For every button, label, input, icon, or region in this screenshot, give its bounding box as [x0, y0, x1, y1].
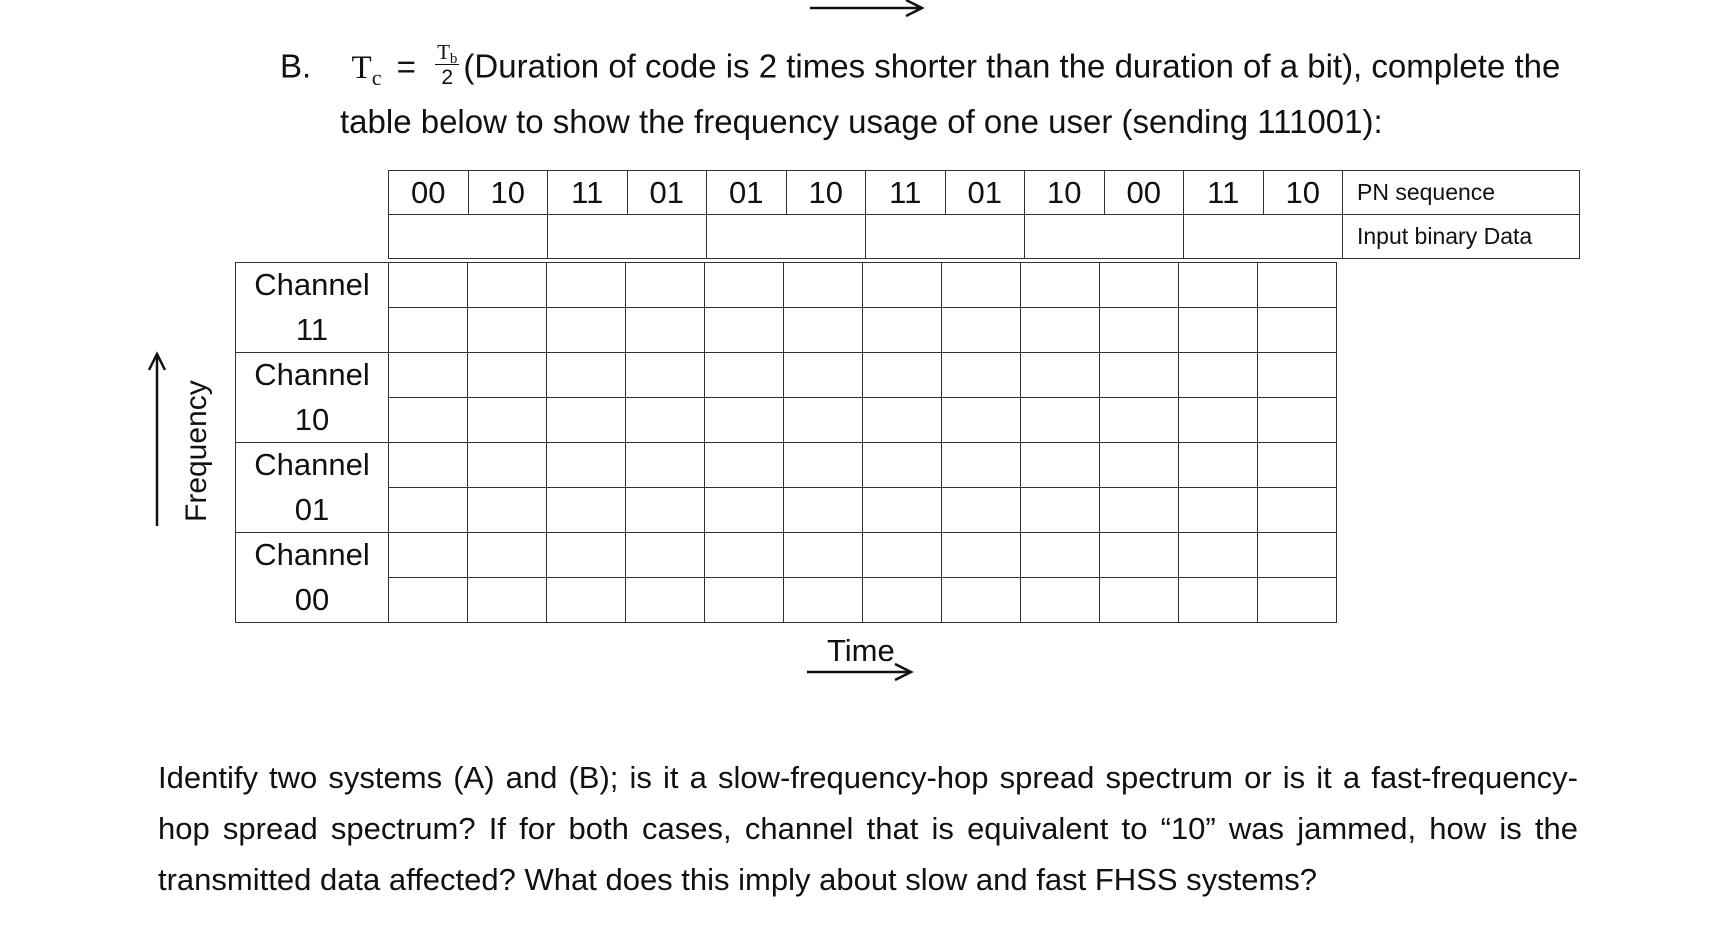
- pn-cell: 10: [1263, 171, 1343, 215]
- grid-cell[interactable]: [1100, 353, 1179, 398]
- grid-cell[interactable]: [784, 443, 863, 488]
- grid-cell[interactable]: [1100, 488, 1179, 533]
- channel-label: Channel: [236, 263, 389, 308]
- time-arrow-icon: [805, 662, 917, 682]
- grid-cell[interactable]: [468, 443, 547, 488]
- grid-cell[interactable]: [626, 443, 705, 488]
- grid-cell[interactable]: [626, 398, 705, 443]
- grid-cell[interactable]: [1258, 308, 1337, 353]
- grid-cell[interactable]: [547, 308, 626, 353]
- grid-cell[interactable]: [705, 578, 784, 623]
- equals-sign: =: [396, 47, 416, 85]
- grid-cell[interactable]: [784, 578, 863, 623]
- grid-cell[interactable]: [1021, 263, 1100, 308]
- grid-cell[interactable]: [784, 398, 863, 443]
- channel-row: [236, 488, 1337, 533]
- fraction-tb-over-2: $\frac{Tb}{2}$: [437, 40, 458, 89]
- pn-cell: 00: [389, 171, 469, 215]
- grid-cell[interactable]: [942, 398, 1021, 443]
- pn-cell: 11: [866, 171, 946, 215]
- grid-cell[interactable]: [705, 263, 784, 308]
- input-data-row: [389, 215, 1580, 259]
- channel-row: [236, 353, 1337, 398]
- grid-cell[interactable]: [468, 488, 547, 533]
- discussion-question: Identify two systems (A) and (B); is it a slow-frequency-hop spread spectrum or is it a fast-frequency-hop spread spectrum? If for both cases, channel that is equivalent to “10” was jammed, how is the transmitted data affected? What does this imply about slow and fast FHSS systems?: [158, 760, 1578, 897]
- grid-cell[interactable]: [1021, 533, 1100, 578]
- channel-grid: [235, 262, 1337, 623]
- grid-cell[interactable]: [389, 398, 468, 443]
- channel-row: [236, 398, 1337, 443]
- pn-cell: 01: [627, 171, 707, 215]
- grid-cell[interactable]: [1258, 578, 1337, 623]
- grid-cell[interactable]: [942, 308, 1021, 353]
- input-data-label: Input binary Data: [1343, 215, 1580, 259]
- grid-cell[interactable]: [1258, 398, 1337, 443]
- grid-cell[interactable]: [942, 488, 1021, 533]
- grid-cell[interactable]: [1021, 308, 1100, 353]
- grid-cell[interactable]: [547, 533, 626, 578]
- grid-cell[interactable]: [547, 263, 626, 308]
- grid-cell[interactable]: [863, 533, 942, 578]
- tc-symbol: $T_c$: [351, 49, 382, 90]
- grid-cell[interactable]: [1021, 398, 1100, 443]
- grid-cell[interactable]: [784, 488, 863, 533]
- input-data-cell[interactable]: [866, 215, 1025, 259]
- frequency-arrow-icon: [146, 350, 168, 530]
- input-data-cell[interactable]: [1184, 215, 1343, 259]
- channel-row: [236, 263, 1337, 308]
- grid-cell[interactable]: [468, 308, 547, 353]
- grid-cell[interactable]: [626, 578, 705, 623]
- grid-cell[interactable]: [863, 443, 942, 488]
- pn-cell: 11: [548, 171, 628, 215]
- grid-cell[interactable]: [1100, 443, 1179, 488]
- grid-cell[interactable]: [705, 398, 784, 443]
- input-data-cell[interactable]: [707, 215, 866, 259]
- grid-cell[interactable]: [1100, 308, 1179, 353]
- grid-cell[interactable]: [1021, 353, 1100, 398]
- grid-cell[interactable]: [705, 308, 784, 353]
- grid-cell[interactable]: [1258, 488, 1337, 533]
- channel-label: Channel: [236, 353, 389, 398]
- grid-cell[interactable]: [468, 398, 547, 443]
- grid-cell[interactable]: [1021, 578, 1100, 623]
- grid-cell[interactable]: [547, 353, 626, 398]
- grid-cell[interactable]: [863, 398, 942, 443]
- channel-number: 10: [236, 398, 389, 443]
- grid-cell[interactable]: [1258, 443, 1337, 488]
- grid-cell[interactable]: [626, 488, 705, 533]
- grid-cell[interactable]: [1179, 263, 1258, 308]
- grid-cell[interactable]: [1258, 533, 1337, 578]
- grid-cell[interactable]: [468, 353, 547, 398]
- grid-cell[interactable]: [1179, 353, 1258, 398]
- channel-label: Channel: [236, 533, 389, 578]
- grid-cell[interactable]: [942, 443, 1021, 488]
- grid-cell[interactable]: [863, 353, 942, 398]
- channel-number: 01: [236, 488, 389, 533]
- frequency-axis-label: Frequency: [180, 380, 213, 522]
- grid-cell[interactable]: [863, 578, 942, 623]
- grid-cell[interactable]: [1179, 578, 1258, 623]
- pn-sequence-row: [389, 171, 1580, 215]
- grid-cell[interactable]: [468, 533, 547, 578]
- grid-cell[interactable]: [389, 353, 468, 398]
- grid-cell[interactable]: [1100, 578, 1179, 623]
- input-data-cell[interactable]: [548, 215, 707, 259]
- grid-cell[interactable]: [942, 353, 1021, 398]
- grid-cell[interactable]: [547, 578, 626, 623]
- grid-cell[interactable]: [626, 308, 705, 353]
- grid-cell[interactable]: [626, 353, 705, 398]
- channel-row: [236, 578, 1337, 623]
- grid-cell[interactable]: [784, 308, 863, 353]
- pn-cell: 01: [945, 171, 1025, 215]
- channel-number: 00: [236, 578, 389, 623]
- grid-cell[interactable]: [1258, 263, 1337, 308]
- pn-cell: 00: [1104, 171, 1184, 215]
- question-line-1: [280, 40, 1561, 92]
- grid-cell[interactable]: [705, 533, 784, 578]
- grid-cell[interactable]: [705, 488, 784, 533]
- channel-number: 11: [236, 308, 389, 353]
- top-arrow-icon: [808, 0, 928, 22]
- pn-cell: 10: [468, 171, 548, 215]
- grid-cell[interactable]: [1179, 533, 1258, 578]
- time-axis-label: Time: [827, 633, 895, 668]
- grid-cell[interactable]: [1179, 443, 1258, 488]
- pn-cell: 11: [1184, 171, 1264, 215]
- pn-cell: 10: [1025, 171, 1105, 215]
- grid-cell[interactable]: [942, 578, 1021, 623]
- question-marker: B.: [280, 47, 312, 85]
- grid-cell[interactable]: [389, 533, 468, 578]
- grid-cell[interactable]: [1179, 398, 1258, 443]
- grid-cell[interactable]: [942, 263, 1021, 308]
- input-data-cell[interactable]: [1025, 215, 1184, 259]
- grid-cell[interactable]: [547, 398, 626, 443]
- grid-cell[interactable]: [389, 578, 468, 623]
- pn-cell: 01: [707, 171, 787, 215]
- channel-row: [236, 533, 1337, 578]
- question-line-1-text: (Duration of code is 2 times shorter than the duration of a bit), complete the: [463, 47, 1561, 85]
- grid-cell[interactable]: [705, 443, 784, 488]
- grid-cell[interactable]: [468, 263, 547, 308]
- grid-cell[interactable]: [1258, 353, 1337, 398]
- grid-cell[interactable]: [389, 263, 468, 308]
- grid-cell[interactable]: [863, 263, 942, 308]
- grid-cell[interactable]: [784, 263, 863, 308]
- grid-cell[interactable]: [1100, 533, 1179, 578]
- grid-cell[interactable]: [1021, 443, 1100, 488]
- input-data-cell[interactable]: [389, 215, 548, 259]
- question-line-2: table below to show the frequency usage of one user (sending 111001):: [340, 103, 1383, 140]
- grid-cell[interactable]: [1100, 398, 1179, 443]
- grid-cell[interactable]: [626, 263, 705, 308]
- channel-row: [236, 308, 1337, 353]
- grid-cell[interactable]: [547, 488, 626, 533]
- grid-cell[interactable]: [942, 533, 1021, 578]
- grid-cell[interactable]: [468, 578, 547, 623]
- grid-cell[interactable]: [389, 308, 468, 353]
- grid-cell[interactable]: [1179, 488, 1258, 533]
- grid-cell[interactable]: [784, 353, 863, 398]
- pn-cell: 10: [786, 171, 866, 215]
- grid-cell[interactable]: [389, 443, 468, 488]
- channel-label: Channel: [236, 443, 389, 488]
- grid-cell[interactable]: [1100, 263, 1179, 308]
- grid-cell[interactable]: [1179, 308, 1258, 353]
- pn-sequence-label: PN sequence: [1343, 171, 1580, 215]
- grid-cell[interactable]: [389, 488, 468, 533]
- grid-cell[interactable]: [705, 353, 784, 398]
- grid-cell[interactable]: [547, 443, 626, 488]
- grid-cell[interactable]: [784, 533, 863, 578]
- pn-sequence-table: [388, 170, 1580, 259]
- channel-row: [236, 443, 1337, 488]
- grid-cell[interactable]: [863, 308, 942, 353]
- grid-cell[interactable]: [1021, 488, 1100, 533]
- grid-cell[interactable]: [626, 533, 705, 578]
- grid-cell[interactable]: [863, 488, 942, 533]
